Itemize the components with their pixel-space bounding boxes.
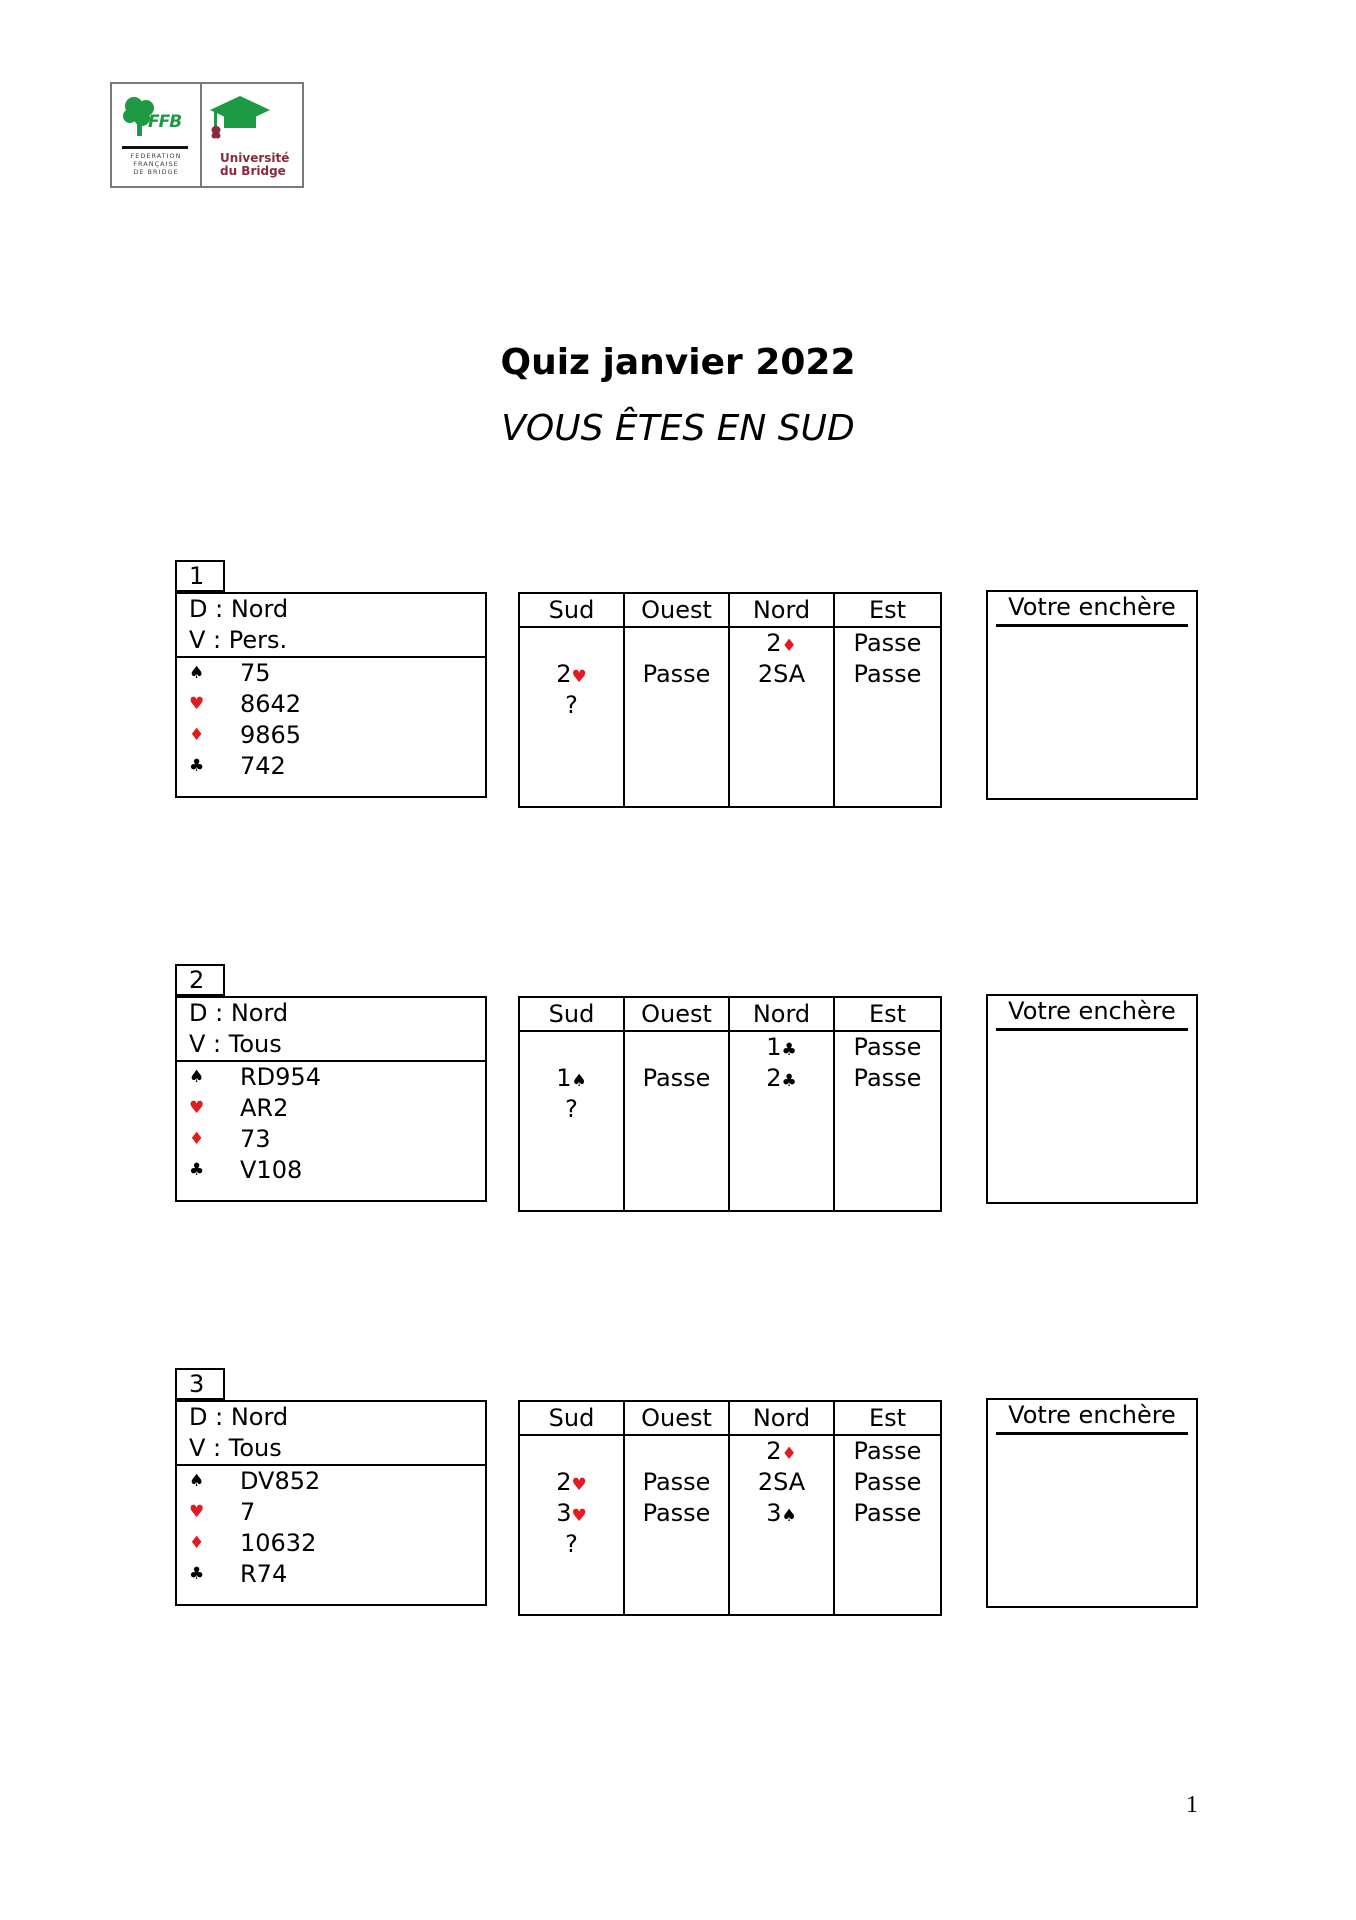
bid-text: 1 — [556, 1064, 572, 1092]
bid-cell — [520, 690, 623, 721]
hand-cards: 75 — [240, 659, 271, 687]
heart-icon: ♥ — [189, 1502, 205, 1522]
bid-text: Passe — [642, 1468, 711, 1496]
heart-icon: ♥ — [189, 694, 205, 714]
dealer-label: D : Nord — [189, 999, 289, 1027]
hand-cards: V108 — [240, 1156, 303, 1184]
bid-cell — [520, 1094, 623, 1125]
hand-cards: 9865 — [240, 721, 302, 749]
dealer-label: D : Nord — [189, 595, 289, 623]
auction-column-nord — [730, 998, 835, 1210]
auction-column-sud — [520, 1402, 625, 1614]
hand-row-spade — [177, 1062, 485, 1093]
bid-cell — [520, 659, 623, 690]
bid-suit-icon: ♠ — [571, 1071, 587, 1091]
answer-box[interactable] — [986, 1398, 1198, 1608]
bid-cell — [520, 1467, 623, 1498]
bid-cell — [520, 1498, 623, 1529]
bid-cell — [625, 1498, 728, 1529]
ffb-wordmark: FFB — [148, 112, 182, 132]
bid-text: Passe — [853, 1468, 922, 1496]
vulnerability-label: V : Tous — [189, 1434, 282, 1462]
bid-cell — [835, 1032, 940, 1063]
hand-cards: DV852 — [240, 1467, 321, 1495]
hand-row-heart — [177, 1093, 485, 1124]
bid-suit-icon: ♣ — [781, 1071, 797, 1091]
bid-cell — [625, 628, 728, 659]
hand-row-spade — [177, 1466, 485, 1497]
quiz-number: 3 — [175, 1368, 225, 1400]
hand-box — [175, 996, 487, 1202]
auction-header-ouest: Ouest — [625, 594, 728, 628]
auction-table — [518, 592, 942, 808]
bid-text: Passe — [642, 660, 711, 688]
hand-row-heart — [177, 689, 485, 720]
ffb-logo-left — [112, 84, 202, 186]
bid-suit-icon: ♣ — [781, 1040, 797, 1060]
page-number: 1 — [1186, 1792, 1198, 1818]
bid-suit-icon: ♥ — [571, 1506, 587, 1526]
hand-row-diamond — [177, 720, 485, 751]
answer-underline — [996, 624, 1188, 627]
hand-cards: AR2 — [240, 1094, 289, 1122]
bid-text: Passe — [642, 1499, 711, 1527]
bid-cell — [835, 1498, 940, 1529]
bid-cell — [520, 1063, 623, 1094]
hand-row-club — [177, 751, 485, 782]
bid-suit-icon: ♥ — [571, 1475, 587, 1495]
spade-icon: ♠ — [189, 663, 205, 683]
bid-text: 2 — [556, 1468, 572, 1496]
bid-text: 2SA — [757, 1468, 806, 1496]
hand-cards: 742 — [240, 752, 286, 780]
hand-box — [175, 592, 487, 798]
bid-cell — [730, 628, 833, 659]
club-icon: ♣ — [189, 1160, 205, 1180]
answer-label: Votre enchère — [1008, 997, 1176, 1025]
vulnerability-label: V : Tous — [189, 1030, 282, 1058]
bid-text: Passe — [853, 629, 922, 657]
deal-info — [177, 1402, 485, 1466]
hand-cards: 8642 — [240, 690, 302, 718]
auction-column-sud — [520, 594, 625, 806]
hand-cards: R74 — [240, 1560, 288, 1588]
bid-cell — [625, 1467, 728, 1498]
auction-column-ouest — [625, 998, 730, 1210]
hand-cards: 10632 — [240, 1529, 317, 1557]
deal-info — [177, 594, 485, 658]
auction-header-sud: Sud — [520, 594, 623, 628]
bid-text: ? — [565, 691, 578, 719]
quiz-number: 1 — [175, 560, 225, 592]
auction-header-ouest: Ouest — [625, 998, 728, 1032]
bid-text: 3 — [556, 1499, 572, 1527]
ffb-logo — [110, 82, 304, 188]
bid-text: 2 — [766, 1437, 782, 1465]
bid-text: Passe — [853, 1437, 922, 1465]
auction-header-est: Est — [835, 1402, 940, 1436]
hand-row-diamond — [177, 1124, 485, 1155]
hand-box — [175, 1400, 487, 1606]
auction-column-est — [835, 1402, 940, 1614]
logo-rule — [122, 146, 188, 149]
page-title: Quiz janvier 2022 — [500, 342, 856, 383]
hand-row-heart — [177, 1497, 485, 1528]
bid-cell — [730, 1467, 833, 1498]
diamond-icon: ♦ — [189, 725, 205, 745]
heart-icon: ♥ — [189, 1098, 205, 1118]
hand-cards: 7 — [240, 1498, 256, 1526]
quiz-number: 2 — [175, 964, 225, 996]
bid-cell — [625, 1063, 728, 1094]
federation-text: FEDERATION FRANÇAISE DE BRIDGE — [130, 152, 182, 176]
bid-suit-icon: ♦ — [781, 1444, 797, 1464]
auction-header-ouest: Ouest — [625, 1402, 728, 1436]
hand-row-club — [177, 1559, 485, 1590]
auction-header-est: Est — [835, 594, 940, 628]
bid-cell — [730, 1063, 833, 1094]
hand-cards: RD954 — [240, 1063, 321, 1091]
university-text: Université du Bridge — [220, 151, 290, 178]
auction-column-est — [835, 594, 940, 806]
bid-cell — [730, 1032, 833, 1063]
auction-header-est: Est — [835, 998, 940, 1032]
auction-column-nord — [730, 1402, 835, 1614]
bid-suit-icon: ♦ — [781, 636, 797, 656]
answer-label: Votre enchère — [1008, 593, 1176, 621]
answer-box[interactable] — [986, 994, 1198, 1204]
deal-info — [177, 998, 485, 1062]
bid-text: Passe — [853, 1033, 922, 1061]
bid-text: 2 — [556, 660, 572, 688]
hand-cards: 73 — [240, 1125, 271, 1153]
bid-suit-icon: ♠ — [781, 1506, 797, 1526]
auction-column-ouest — [625, 1402, 730, 1614]
answer-label: Votre enchère — [1008, 1401, 1176, 1429]
bid-cell — [520, 1436, 623, 1467]
bid-cell — [835, 1063, 940, 1094]
bid-cell — [730, 1436, 833, 1467]
bid-cell — [625, 1032, 728, 1063]
bid-cell — [835, 1436, 940, 1467]
graduation-cap-icon — [210, 94, 274, 144]
bid-cell — [520, 1529, 623, 1560]
bid-text: ? — [565, 1095, 578, 1123]
auction-column-sud — [520, 998, 625, 1210]
auction-header-sud: Sud — [520, 1402, 623, 1436]
auction-column-nord — [730, 594, 835, 806]
bid-cell — [730, 659, 833, 690]
answer-box[interactable] — [986, 590, 1198, 800]
answer-underline — [996, 1028, 1188, 1031]
bid-text: Passe — [853, 660, 922, 688]
auction-header-nord: Nord — [730, 998, 833, 1032]
hand-row-club — [177, 1155, 485, 1186]
bid-text: ? — [565, 1530, 578, 1558]
auction-header-nord: Nord — [730, 1402, 833, 1436]
vulnerability-label: V : Pers. — [189, 626, 288, 654]
university-logo — [202, 84, 302, 186]
bid-text: 2 — [766, 1064, 782, 1092]
bid-text: Passe — [853, 1064, 922, 1092]
bid-text: 2SA — [757, 660, 806, 688]
auction-table — [518, 1400, 942, 1616]
bid-text: 2 — [766, 629, 782, 657]
hand-row-diamond — [177, 1528, 485, 1559]
auction-table — [518, 996, 942, 1212]
diamond-icon: ♦ — [189, 1533, 205, 1553]
auction-column-ouest — [625, 594, 730, 806]
bid-text: 3 — [766, 1499, 782, 1527]
bid-cell — [625, 1436, 728, 1467]
bid-text: Passe — [642, 1064, 711, 1092]
bid-cell — [835, 628, 940, 659]
page-subtitle: VOUS ÊTES EN SUD — [501, 408, 855, 449]
bid-suit-icon: ♥ — [571, 667, 587, 687]
bid-text: 1 — [766, 1033, 782, 1061]
bid-cell — [730, 1498, 833, 1529]
diamond-icon: ♦ — [189, 1129, 205, 1149]
bid-cell — [625, 659, 728, 690]
auction-column-est — [835, 998, 940, 1210]
spade-icon: ♠ — [189, 1067, 205, 1087]
hand-row-spade — [177, 658, 485, 689]
answer-underline — [996, 1432, 1188, 1435]
bid-cell — [835, 1467, 940, 1498]
auction-header-sud: Sud — [520, 998, 623, 1032]
bid-cell — [835, 659, 940, 690]
club-icon: ♣ — [189, 1564, 205, 1584]
bid-text: Passe — [853, 1499, 922, 1527]
spade-icon: ♠ — [189, 1471, 205, 1491]
dealer-label: D : Nord — [189, 1403, 289, 1431]
auction-header-nord: Nord — [730, 594, 833, 628]
club-icon: ♣ — [189, 756, 205, 776]
bid-cell — [520, 628, 623, 659]
bid-cell — [520, 1032, 623, 1063]
